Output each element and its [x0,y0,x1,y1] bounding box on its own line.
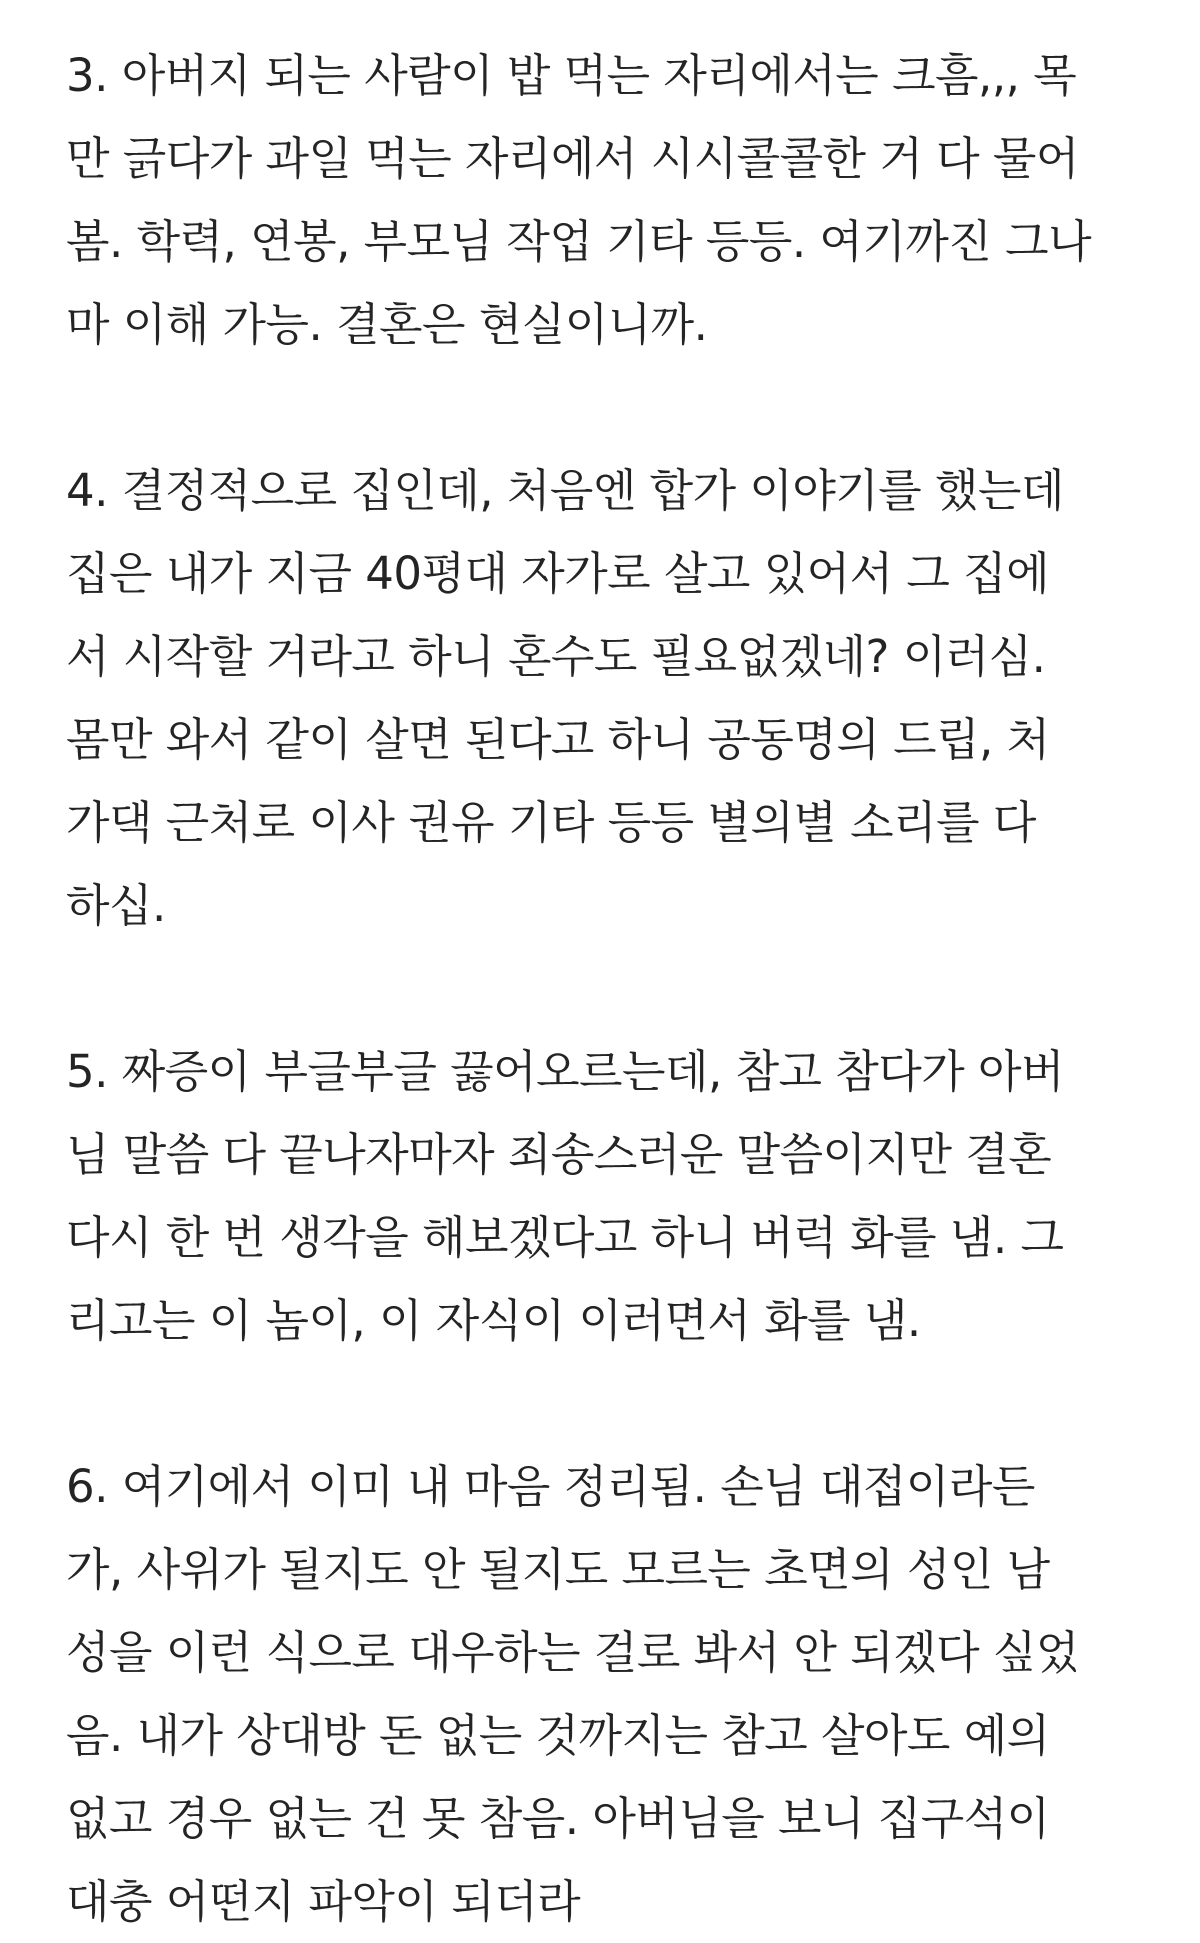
text-line: 성을 이런 식으로 대우하는 걸로 봐서 안 되겠다 싶었 [66,1626,1079,1679]
paragraph-3 [66,34,1156,366]
text-line: 4. 결정적으로 집인데, 처음엔 합가 이야기를 했는데 [66,464,1064,517]
post-body [66,34,1156,1943]
text-line: 님 말씀 다 끝나자마자 죄송스러운 말씀이지만 결혼 [66,1128,1052,1181]
text-line: 마 이해 가능. 결혼은 현실이니까. [66,298,708,351]
text-line: 가, 사위가 될지도 안 될지도 모르는 초면의 성인 남 [66,1543,1050,1596]
text-line: 봄. 학력, 연봉, 부모님 작업 기타 등등. 여기까진 그나 [66,215,1092,268]
text-line: 대충 어떤지 파악이 되더라 [66,1875,581,1928]
text-line: 만 긁다가 과일 먹는 자리에서 시시콜콜한 거 다 물어 [66,132,1079,185]
text-line: 가댁 근처로 이사 권유 기타 등등 별의별 소리를 다 [66,796,1036,849]
text-line: 하십. [66,879,166,932]
text-line: 서 시작할 거라고 하니 혼수도 필요없겠네? 이러심. [66,630,1046,683]
text-line: 음. 내가 상대방 돈 없는 것까지는 참고 살아도 예의 [66,1709,1050,1762]
text-line: 집은 내가 지금 40평대 자가로 살고 있어서 그 집에 [66,547,1050,600]
text-line: 몸만 와서 같이 살면 된다고 하니 공동명의 드립, 처 [66,713,1050,766]
paragraph-4 [66,449,1156,947]
text-line: 리고는 이 놈이, 이 자식이 이러면서 화를 냄. [66,1294,921,1347]
text-line: 다시 한 번 생각을 해보겠다고 하니 버럭 화를 냄. 그 [66,1211,1064,1264]
text-line: 6. 여기에서 이미 내 마음 정리됨. 손님 대접이라든 [66,1460,1035,1513]
paragraph-6 [66,1445,1156,1943]
text-line: 3. 아버지 되는 사람이 밥 먹는 자리에서는 크흠,,, 목 [66,49,1077,102]
text-line: 없고 경우 없는 건 못 참음. 아버님을 보니 집구석이 [66,1792,1050,1845]
paragraph-5 [66,1030,1156,1362]
text-line: 5. 짜증이 부글부글 끓어오르는데, 참고 참다가 아버 [66,1045,1064,1098]
